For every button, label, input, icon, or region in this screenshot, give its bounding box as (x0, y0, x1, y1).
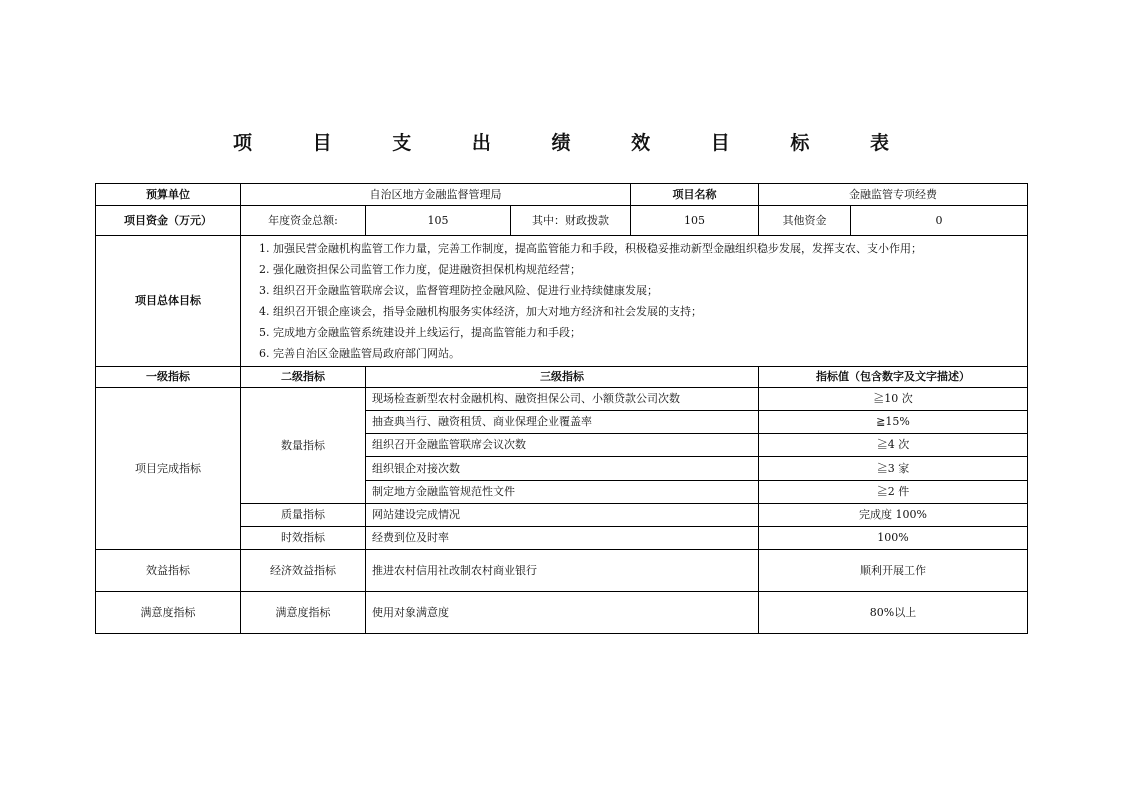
indicator-value: ≧10 次 (759, 388, 1028, 411)
indicator-value: 100% (759, 527, 1028, 550)
indicator-name: 现场检查新型农村金融机构、融资担保公司、小额贷款公司次数 (366, 388, 759, 411)
timeliness-indicator-label: 时效指标 (241, 527, 366, 550)
indicator-name: 组织召开金融监管联席会议次数 (366, 434, 759, 457)
goal-line: 4. 组织召开银企座谈会，指导金融机构服务实体经济，加大对地方经济和社会发展的支持； (259, 305, 702, 318)
table-row (96, 388, 1028, 411)
fiscal-label: 其中：财政拨款 (511, 206, 631, 236)
indicator-value: ≧2 件 (759, 481, 1028, 504)
indicator-name: 网站建设完成情况 (366, 504, 759, 527)
benefit-indicator-label: 效益指标 (96, 550, 241, 592)
table-row (96, 550, 1028, 592)
other-funds-value: 0 (851, 206, 1028, 236)
indicator-value: 完成度 100% (759, 504, 1028, 527)
annual-total-label: 年度资金总额: (241, 206, 366, 236)
quantity-indicator-label: 数量指标 (241, 388, 366, 504)
satisfaction-indicator-label: 满意度指标 (96, 592, 241, 634)
budget-unit-label: 预算单位 (96, 184, 241, 206)
budget-unit-value: 自治区地方金融监督管理局 (241, 184, 631, 206)
other-funds-label: 其他资金 (759, 206, 851, 236)
indicator-header-row (96, 367, 1028, 388)
level1-header: 一级指标 (96, 367, 241, 388)
indicator-name: 使用对象满意度 (366, 592, 759, 634)
page-title: 项 目 支 出 绩 效 目 标 表 (233, 132, 916, 154)
indicator-value: 顺利开展工作 (759, 550, 1028, 592)
level3-header: 三级指标 (366, 367, 759, 388)
indicator-name: 推进农村信用社改制农村商业银行 (366, 550, 759, 592)
indicator-name: 抽查典当行、融资租赁、商业保理企业覆盖率 (366, 411, 759, 434)
indicator-value: ≧15% (759, 411, 1028, 434)
indicator-value: ≧4 次 (759, 434, 1028, 457)
goals-content (241, 236, 1028, 367)
level2-header: 二级指标 (241, 367, 366, 388)
value-header: 指标值（包含数字及文字描述） (759, 367, 1028, 388)
indicator-name: 经费到位及时率 (366, 527, 759, 550)
project-name-value: 金融监管专项经费 (759, 184, 1028, 206)
goals-row (96, 236, 1028, 367)
goal-line: 5. 完成地方金融监管系统建设并上线运行，提高监管能力和手段； (259, 326, 581, 339)
fiscal-value: 105 (631, 206, 759, 236)
completion-indicator-label: 项目完成指标 (96, 388, 241, 550)
funds-label: 项目资金（万元） (96, 206, 241, 236)
satisfaction-sub-label: 满意度指标 (241, 592, 366, 634)
goals-label: 项目总体目标 (96, 236, 241, 367)
table-row (96, 592, 1028, 634)
economic-benefit-label: 经济效益指标 (241, 550, 366, 592)
indicator-name: 组织银企对接次数 (366, 457, 759, 481)
performance-table (95, 183, 1028, 634)
goal-line: 1. 加强民营金融机构监管工作力量，完善工作制度，提高监管能力和手段，积极稳妥推动新型金融组织稳步发展，发挥支农、支小作用； (259, 242, 922, 255)
indicator-value: 80%以上 (759, 592, 1028, 634)
budget-unit-row (96, 184, 1028, 206)
annual-total-value: 105 (366, 206, 511, 236)
funds-row (96, 206, 1028, 236)
project-name-label: 项目名称 (631, 184, 759, 206)
goal-line: 3. 组织召开金融监管联席会议，监督管理防控金融风险、促进行业持续健康发展； (259, 284, 658, 297)
indicator-name: 制定地方金融监管规范性文件 (366, 481, 759, 504)
quality-indicator-label: 质量指标 (241, 504, 366, 527)
goal-line: 2. 强化融资担保公司监管工作力度，促进融资担保机构规范经营； (259, 263, 581, 276)
indicator-value: ≧3 家 (759, 457, 1028, 481)
goal-line: 6. 完善自治区金融监管局政府部门网站。 (259, 347, 460, 360)
